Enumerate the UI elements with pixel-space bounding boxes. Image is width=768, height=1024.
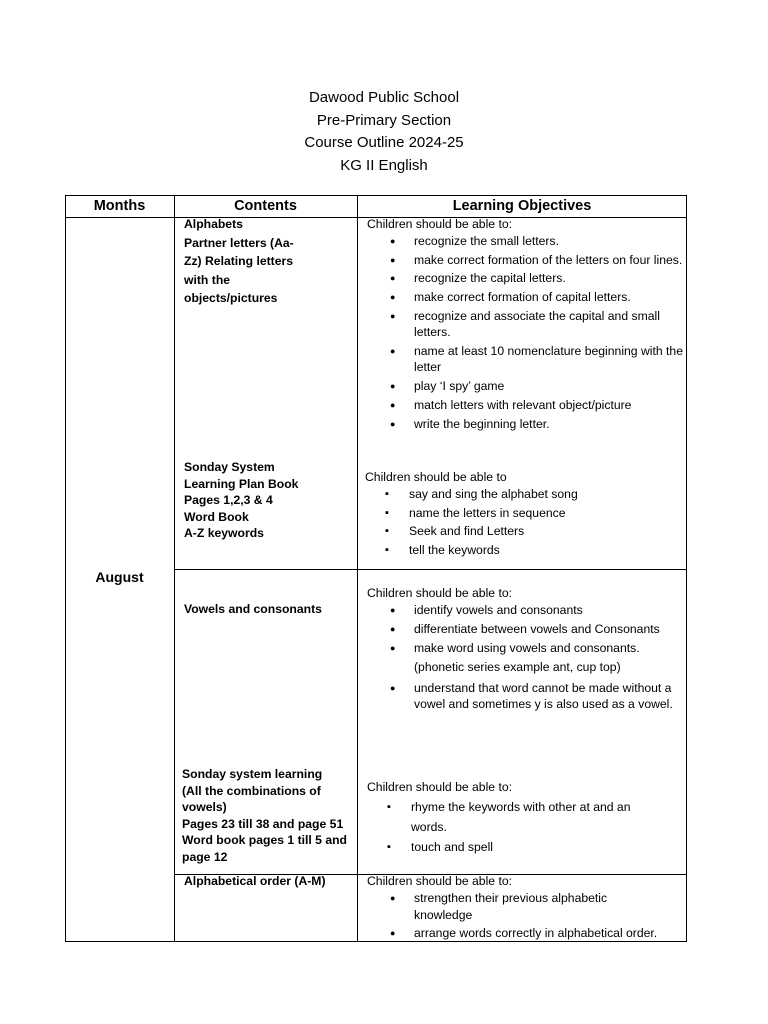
- objective-item: ● make correct formation of capital letters.: [367, 289, 684, 306]
- objective-item: ● match letters with relevant object/picture: [367, 397, 684, 414]
- column-divider: [357, 195, 358, 942]
- contents-line: (All the combinations of: [182, 783, 321, 798]
- objective-item: ▪ say and sing the alphabet song: [365, 486, 685, 503]
- objective-item: ● name at least 10 nomenclature beginning with the letter: [367, 343, 684, 376]
- contents-line: A-Z keywords: [184, 526, 264, 540]
- contents-line: Pages 1,2,3 & 4: [184, 493, 273, 507]
- contents-line: page 12: [182, 849, 228, 864]
- contents-line: Partner letters (Aa-: [184, 235, 294, 250]
- objectives-list: [367, 798, 687, 856]
- month-cell: August: [95, 569, 144, 585]
- contents-cell: [184, 215, 294, 308]
- objective-item: ● recognize the capital letters.: [367, 270, 684, 287]
- objectives-intro: Children should be able to: [365, 470, 507, 484]
- column-header-months: Months: [93, 198, 146, 214]
- contents-line: Word Book: [184, 509, 249, 524]
- contents-line: Alphabetical order (A-M): [184, 874, 326, 888]
- objective-item: ● identify vowels and consonants: [367, 602, 684, 619]
- course-outline-table: [65, 195, 687, 942]
- contents-line: Vowels and consonants: [184, 602, 322, 616]
- objective-item: ● differentiate between vowels and Consonants: [367, 621, 699, 638]
- objectives-list: [367, 233, 684, 432]
- objectives-list: [367, 890, 704, 942]
- contents-line: Pages 23 till 38 and page 51: [182, 816, 344, 831]
- objectives-list: [367, 602, 699, 713]
- contents-line: Zz) Relating letters: [184, 254, 294, 269]
- objectives-cell: [367, 585, 699, 715]
- contents-line: Word book pages 1 till 5 and: [182, 833, 348, 847]
- objective-item: ▪ Seek and find Letters: [365, 523, 685, 540]
- objective-item: ▪ name the letters in sequence: [365, 505, 685, 522]
- objectives-intro: Children should be able to:: [367, 874, 512, 888]
- contents-line: Sonday System: [184, 460, 275, 474]
- objectives-intro: Children should be able to:: [367, 586, 512, 600]
- objectives-cell: [365, 469, 685, 560]
- contents-cell: [184, 872, 326, 891]
- column-header-contents: Contents: [234, 198, 297, 214]
- row-divider: [174, 569, 687, 570]
- objectives-cell: [367, 216, 684, 434]
- contents-line: Alphabets: [184, 217, 243, 231]
- objective-item: ● strengthen their previous alphabetic knowledge: [367, 890, 634, 923]
- document-title: Course Outline 2024-25: [304, 134, 464, 151]
- contents-cell: [184, 600, 322, 619]
- objective-item: ● understand that word cannot be made without a vowel and sometimes y is also used as a vowel.: [367, 680, 684, 713]
- contents-line: objects/pictures: [184, 291, 278, 306]
- objectives-intro: Children should be able to:: [367, 217, 512, 231]
- objective-item: ▪ tell the keywords: [365, 542, 685, 559]
- contents-line: Learning Plan Book: [184, 476, 299, 491]
- objectives-cell: [367, 873, 704, 944]
- contents-line: with the: [184, 272, 231, 287]
- objectives-cell: [367, 779, 687, 858]
- objective-item: ● recognize the small letters.: [367, 233, 684, 250]
- objectives-intro: Children should be able to:: [367, 780, 512, 794]
- objective-item: ● make correct formation of the letters on four lines.: [367, 252, 684, 269]
- contents-line: vowels): [182, 800, 227, 814]
- objectives-list: [365, 486, 685, 559]
- objective-item: ● recognize and associate the capital and small letters.: [367, 308, 684, 341]
- contents-line: Sonday system learning: [182, 767, 323, 781]
- contents-cell: [184, 459, 298, 542]
- school-name: Dawood Public School: [308, 89, 460, 106]
- objective-item: ● make word using vowels and consonants.(phonetic series example ant, cup top): [367, 639, 649, 677]
- contents-cell: [182, 766, 347, 865]
- objective-item: ▪ rhyme the keywords with other at and an words.: [367, 798, 661, 837]
- section-name: Pre-Primary Section: [316, 111, 452, 129]
- objective-item: ▪ touch and spell: [367, 839, 687, 856]
- subject-name: KG II English: [340, 156, 428, 174]
- objective-item: ● write the beginning letter.: [367, 416, 684, 433]
- document-header: [0, 87, 768, 177]
- column-divider: [174, 195, 175, 942]
- objective-item: ● arrange words correctly in alphabetical order.: [367, 925, 704, 942]
- column-header-objectives: Learning Objectives: [452, 198, 592, 214]
- objective-item: ● play ‘I spy’ game: [367, 378, 684, 395]
